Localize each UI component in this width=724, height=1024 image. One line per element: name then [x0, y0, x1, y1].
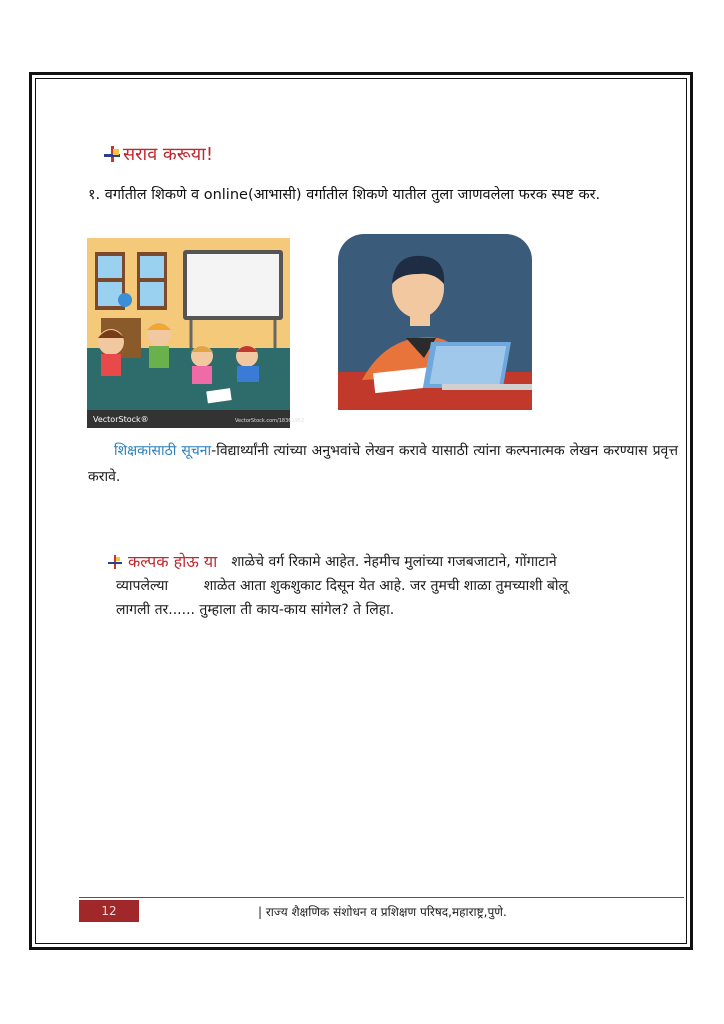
- online-learning-illustration: [338, 234, 532, 410]
- footer-divider: [79, 897, 684, 898]
- classroom-illustration: [87, 238, 305, 428]
- imagine-label: कल्पक होऊ या: [128, 552, 218, 571]
- bullet-icon: [108, 555, 122, 569]
- imagine-line-2: व्यापलेल्या शाळेत आता शुकशुकाट दिसून येत आहे. जर तुमची शाळा तुमच्याशी बोलू: [116, 578, 569, 594]
- teacher-note: [88, 438, 678, 490]
- vectorstock-id: VectorStock.com/18361952: [235, 418, 305, 424]
- imagine-line-3: लागली तर...... तुम्हाला ती काय-काय सांगेल? ते लिहा.: [116, 602, 395, 618]
- heading-title: सराव करूया!: [123, 144, 214, 165]
- page-number: 12: [79, 900, 139, 922]
- teacher-note-text: -विद्यार्थ्यांनी त्यांच्या अनुभवांचे लेखन करावे यासाठी त्यांना कल्पनात्मक लेखन करण्यास प्रवृत्त करावे.: [88, 443, 678, 485]
- imagine-line-1: शाळेचे वर्ग रिकामे आहेत. नेहमीच मुलांच्या गजबजाटाने, गोंगाटाने: [231, 554, 557, 570]
- bullet-icon: [104, 146, 120, 162]
- section-heading: [104, 142, 213, 166]
- imagine-section: [108, 550, 668, 622]
- teacher-note-label: शिक्षकांसाठी सूचना: [114, 443, 212, 459]
- footer-text: | राज्य शैक्षणिक संशोधन व प्रशिक्षण परिषद,महाराष्ट्र,पुणे.: [258, 905, 507, 919]
- question-text: १. वर्गातील शिकणे व online(आभासी) वर्गातील शिकणे यातील तुला जाणवलेला फरक स्पष्ट कर.: [88, 187, 601, 203]
- vectorstock-logo: VectorStock®: [93, 415, 149, 424]
